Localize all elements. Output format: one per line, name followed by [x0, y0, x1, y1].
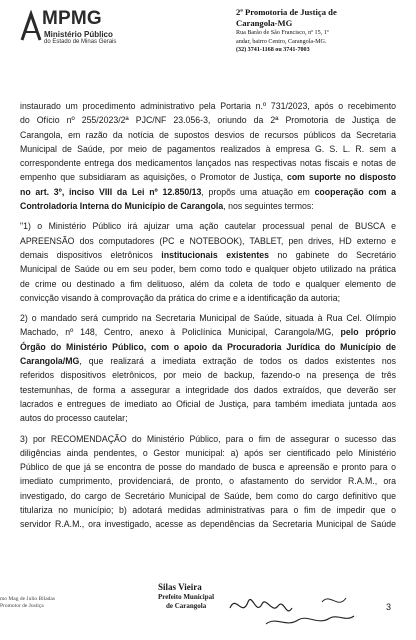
text-line: servidor R.A.M., ora investigado, acesse as dependências da Secretaria Municipal de Saúde	[20, 519, 396, 530]
text-line: Municipal de Saúde, por meio de pagamentos realizados à empresa G. S. L. R. sem a	[20, 143, 396, 154]
text-line: APREENSÃO dos computadores (PC e NOTEBOOK), TABLET, pen drives, HD externo e	[20, 235, 396, 246]
mayor-stamp	[150, 582, 220, 632]
text-line: "1) o Ministério Público irá ajuizar uma ação cautelar processual penal de BUSCA e	[20, 221, 396, 232]
text-line	[20, 248, 396, 262]
bold-run: institucionais existentes	[161, 249, 270, 260]
text-line: lacrados e entregues de imediato ao Oficial de Justiça, para também imediata juntada aos	[20, 398, 396, 409]
office-name: 2ª Promotoria de Justiça de	[236, 7, 337, 17]
document-body	[20, 99, 396, 538]
text-run: Machado, nº 148, Centro, anexo à Policlínica Municipal, Carangola/MG,	[20, 327, 341, 338]
bold-run: no art. 3º, inciso VIII da Lei nº 12.850/13	[20, 186, 202, 197]
text-line: testemunhas, de forma a assegurar a integridade dos dados extraídos, que deverão ser	[20, 384, 396, 395]
mpmg-emblem-icon	[20, 10, 42, 44]
promotor-stamp-role: Promotor de Justiça	[0, 603, 44, 609]
text-line: Municipal de Saúde ou em seu poder, bem como todo e qualquer objeto utilizado na prática	[20, 264, 396, 275]
mpmg-logo	[20, 8, 148, 48]
text-run: demais dispositivos eletrônicos	[20, 249, 162, 260]
text-line: investigado, do cargo de Secretário Municipal de Saúde, bem como do cargo definitivo que	[20, 490, 396, 501]
office-district: andar, bairro Centro, Carangola-MG.	[236, 38, 327, 45]
text-run: empenho que subsidiaram as aquisições, o Promotor de Justiça,	[20, 172, 287, 183]
office-city: Carangola-MG	[236, 18, 293, 28]
paragraph-item-1	[20, 219, 396, 305]
promotor-stamp-name: mo Mag de Julio Biladas	[0, 596, 55, 602]
text-line: 2) o mandado será cumprido na Secretaria Municipal de Saúde, situada à Rua Cel. Olímpio	[20, 313, 396, 324]
text-line: correspondente entrega dos medicamentos lançados nas respectivas notas fiscais e notas de	[20, 158, 396, 169]
logo-title: MPMG	[42, 8, 102, 29]
text-line: Público de que já se encontra de posse do mandado de busca e apreensão e pronto para o	[20, 462, 396, 473]
text-run: , propõs uma atuação em	[201, 186, 315, 197]
text-line	[20, 340, 396, 354]
text-line	[20, 325, 396, 339]
text-line: instaurado um procedimento administrativo pela Portaria n.º 731/2023, após o recebimento	[20, 101, 396, 111]
text-line: diligências ainda pendentes, o Gestor municipal: a) após ser cientificado pelo Ministério	[20, 447, 396, 458]
text-line: referidos dispositivos eletrônicos, por meio de backup, fazendo-o na presença de três	[20, 370, 396, 381]
bold-run: pelo próprio	[340, 327, 396, 338]
text-line	[20, 170, 396, 184]
text-line	[20, 185, 396, 199]
promotor-stamp	[0, 596, 70, 610]
page-number: 3	[386, 602, 392, 612]
office-street: Rua Barão de São Francisco, nº 15, 1º	[236, 30, 329, 36]
bold-run: cooperação com a	[314, 186, 397, 197]
document-header	[0, 0, 416, 100]
paragraph-item-2	[20, 311, 396, 425]
text-line: imediato cumprimento, providenciará, de pronto, o afastamento do servidor R.A.M., ora	[20, 476, 396, 487]
bold-run: com suporte no disposto	[286, 172, 396, 183]
text-line: convicção visando à comprovação da prática do crime e a identificação da autoria;	[20, 292, 341, 303]
bold-run: Controladoria Interna do Município de Carangola	[20, 201, 224, 212]
paragraph-intro	[20, 99, 396, 213]
mayor-stamp-city: de Carangola	[166, 602, 207, 610]
logo-subtitle-state: do Estado de Minas Gerais	[44, 39, 117, 45]
text-line	[20, 354, 396, 368]
mayor-stamp-name: Silas Vieira	[158, 582, 202, 592]
text-line: Carangola, em razão da notícia de supostos desvios de recursos públicos da Secretaria	[20, 129, 396, 140]
text-run: , nos seguintes termos:	[223, 201, 314, 212]
text-run: no gabinete do Secretário	[269, 249, 396, 260]
text-line: de crime ou destinado a fim delituoso, além da coleta de todo e qualquer elemento de	[20, 278, 396, 289]
text-line: autos do processo cautelar;	[20, 413, 128, 424]
logo-subtitle: Ministério Público	[44, 30, 113, 39]
text-line: do Ofício nº 255/2023/2ª PJC/NF 23.056-3, oriundo da 2ª Promotoria de Justiça de	[20, 115, 396, 126]
text-line: 3) por RECOMENDAÇÃO do Ministério Público, para o fim de assegurar o sucesso das	[20, 433, 396, 444]
text-line	[20, 199, 396, 213]
handwritten-signature	[226, 588, 366, 632]
bold-run: Órgão do Ministério Público, com o apoio da Procuradoria Jurídica do Município de	[20, 341, 396, 352]
mayor-stamp-role: Prefeito Municipal	[158, 593, 215, 601]
office-phone: (32) 3741-1168 ou 3741-7003	[236, 47, 310, 53]
text-run: , que realizará a imediata extração de todos os dados existentes nos	[79, 356, 396, 367]
paragraph-item-3	[20, 432, 396, 532]
text-line: titulariza no município; b) adotará medidas administrativas para o fim de impedir que o	[20, 505, 396, 516]
office-address-block	[236, 7, 411, 55]
bold-run: Carangola/MG	[20, 356, 80, 367]
